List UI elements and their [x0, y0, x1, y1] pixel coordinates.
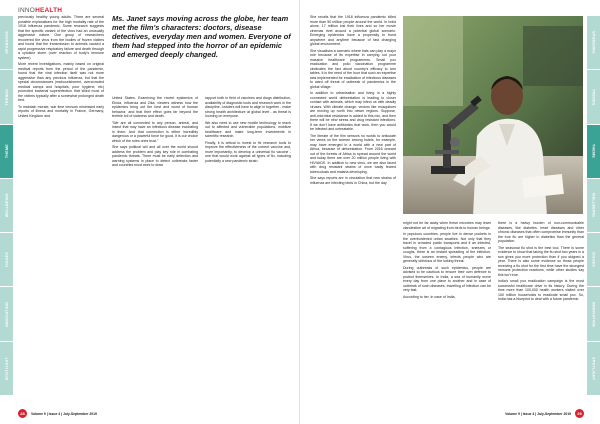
right-column-3 — [498, 221, 584, 304]
section-tab-wellbeing[interactable] — [0, 179, 13, 233]
section-tab-issues[interactable] — [0, 233, 13, 287]
paragraph: rapport both in field of vaccines and drugs distribution, availability of diagnostic tools and research work in the discipline. Leaders will have to align in together - make strong health architecture at global level - as threat is looming on everyone. — [205, 96, 291, 118]
paragraph: United States. Examining the recent epidemics of Ebola, Influenza and Zika, viewers witness how the epidemics bring out the best and worst of human behavior, and that their effect goes far beyond the terrible toll of sickness and death. — [112, 96, 198, 118]
doctor-microscope-photo — [403, 16, 583, 214]
section-tab-label: THEME — [4, 144, 9, 159]
left-column-3 — [205, 96, 291, 165]
right-footer — [505, 409, 584, 418]
paragraph: To maintain morale, war time censors minimised early reports of illness and mortality in France, Germany, United Kingdom and — [18, 104, 104, 118]
paragraph: The literate of the film sensors no words to articulate her views on the women among hotels, for example, may have emerged in a world with a new part of Africa, because of deforestation. From 2016 onward out of the forests of Africa to spread around the world and today there are over 20 million people living with HIV/AIDS. In addition to new virus, we are also faced with drug resistant strains of once badly feared tuberculosis and malaria developing. — [310, 133, 396, 174]
section-tab-label: TRENDS — [4, 88, 9, 106]
paragraph: More recent investigations, mainly based on original medical reports from the period of the pandemic, found that the viral infection itself was not more aggressive than any previous influenza, but that the special circumstances (malnourishment, overcrowded medical camps and hospitals, poor hygiene, etc) promoted bacterial superinfection that killed most of the victims typically after a somewhat prolonged death bed. — [18, 62, 104, 102]
paragraph: She says reports are in circulation that new strains of influenza are infecting birds in China, but the day — [310, 176, 396, 185]
brand-part-inno: INNO — [18, 7, 36, 14]
paragraph: The seasonal flu shot is the best tool. There is some evidence to show that taking the flu shot two years in a row gives you more protection than if you skipped a year. There is also some evidence so those people receiving a flu shot for the first time have the strongest immune protection reactions, while other studies say this isn't true. — [498, 245, 584, 277]
left-column-2 — [112, 96, 198, 170]
section-tab-label: ISSUES — [591, 252, 596, 268]
section-tab-trends[interactable] — [587, 70, 600, 124]
section-tab-label: THEME — [591, 144, 596, 159]
paragraph: During outbreaks of such epidemics, people are advised to be cautious to ensure their own defence to protect themselves. In India, a sea of humanity move every day from one place to another and in case of outbreak of such diseases, travelling of infection can be very fast. — [403, 265, 491, 292]
paragraph: "We are all connected to any person, animal, and insect that may have an infectious disease incubating in them. And that connection is either incredibly dangerous or a powerful force for good. It is our choice which of the roles ones trust." — [112, 120, 198, 143]
section-tab-theme[interactable] — [587, 125, 600, 179]
paragraph: there is a heavy burden of non-communicable diseases, like diabetes, heart diseases and other chronic diseases that often compromise immunity than the true flu are higher in diabetics than the general population. — [498, 221, 584, 243]
section-tab-innovation[interactable] — [0, 287, 13, 341]
paragraph: We also need to use new mobile technology to reach out to affected and vulnerable populations, mobilize healthcare and make long-term investments in scientific research. — [205, 120, 291, 138]
left-section-tabs — [0, 16, 13, 396]
right-column-1 — [310, 15, 396, 187]
pull-quote: Ms. Janet says moving across the globe, her team met the film's characters: doctors, disease detectives, everyday men and women. Everyone of them had stepped into the horror of an epidemic and emerged deeply changed. — [112, 14, 291, 59]
section-tab-label: ISSUES — [4, 252, 9, 268]
page-number-right: 29 — [575, 409, 584, 418]
paragraph: India's small pox eradication campaign is the most successful healthcare drive in its history. During the time more than 100,000 health workers visited over 100 million households to eradicate small pox. So, India has a blueprint to deal with a future pandemic. — [498, 279, 584, 301]
issue-info-right: Volume 9 | Issue 4 | July-September 2019 — [505, 411, 571, 416]
section-tab-label: TRENDS — [591, 88, 596, 106]
page-number-left: 28 — [18, 409, 27, 418]
paragraph: might not be far away when these microbes may learn clandestine art of migrating from birds to human beings. — [403, 221, 491, 230]
paragraph: She says political will and all over the world should address the problem and play key role in combating pandemic threats. There must be early detection and warning systems in place to detect outbreaks faster and countries must work to draw — [112, 145, 198, 167]
section-tab-spotlight[interactable] — [0, 342, 13, 396]
section-tab-sponsors[interactable] — [587, 16, 600, 70]
section-tab-label: SPOTLIGHT — [591, 356, 596, 380]
issue-info-left: Volume 9 | Issue 4 | July-September 2019 — [31, 411, 97, 416]
section-tab-trends[interactable] — [0, 70, 13, 124]
paragraph: She recalls that the 1918 influenza pandemic killed more than 50 million people around the world. In India alone, 17 million lost their lives and so her movie cinemas rivet around a potential global scenario. Emerging epidemics have a propensity to burst anywhere and anytime because of fast changing global environment. — [310, 15, 396, 46]
brand-logo — [18, 7, 62, 14]
section-tab-theme[interactable] — [0, 125, 13, 179]
paragraph: Finally, it is critical to invest to fix research tools to improve the effectiveness of the current vaccine and, more importantly, to develop a universal flu vaccine - one that would work against all types of flu, including potentially a new pandemic strain. — [205, 140, 291, 163]
section-tab-label: SPONSORS — [591, 31, 596, 55]
section-tab-innovation[interactable] — [587, 287, 600, 341]
section-tab-issues[interactable] — [587, 233, 600, 287]
paragraph: previously healthy young adults. There are several possible explanations for the high mortality rate of the 1918 influenza pandemic. Some research suggests that the specific variant of the virus had an unusually aggressive nature. One group of researchers recovered the virus from the bodies of frozen victims and found that the transmission to animals caused a rapid progressive respiratory failure and death through a cytokine storm (over reaction of body's immune system). — [18, 15, 104, 60]
section-tab-label: SPONSORS — [4, 31, 9, 55]
brand-part-health: HEALTH — [35, 7, 63, 14]
photo-illustration — [403, 16, 583, 214]
section-tab-sponsors[interactable] — [0, 16, 13, 70]
section-tab-label: SPOTLIGHT — [4, 356, 9, 380]
paragraph: In populous countries, people live in dense pockets in the overburdened urban swathes. Not only that they travel in crowded public transports and if an infected, suffering from a contagious infection, sneezes or coughs, there is an instant spreading of the infection. Virus, the unseen enemy, infects people who are generally oblivious of the lurking threat. — [403, 232, 491, 263]
paragraph: According to her, in case of India, — [403, 294, 456, 299]
right-section-tabs — [587, 16, 600, 396]
section-tab-label: WELLBEING — [591, 193, 596, 218]
left-column-1 — [18, 15, 104, 120]
paragraph: She visualises a scenario where bats can play a major role because of its expertise in carrying out your massive healthcare programmes. Small pox eradication and polio vaccination programme vindicates the fact about country's efficacy to turn tables. It is the need of the hour that such an expertise was implemented for eradication of infectious diseases to ward off threat of outbreak of pandemics in the global village. — [310, 48, 396, 89]
section-tab-label: WELLBEING — [4, 193, 9, 218]
section-tab-wellbeing[interactable] — [587, 179, 600, 233]
paragraph: In addition to urbanisation and living in a highly connected world deforestation is leading to closer contact with animals, which may infect us with deadly viruses. With climate change, vectors like mosquitoes are moving up north into newer regions. Suppose, anti-microbial resistance is added to this mix, and then there will be new stress and drug resistant infections. If we don't have antibiotics that work, then you would be infected and untreatable. — [310, 91, 396, 131]
section-tab-label: INNOVATION — [591, 301, 596, 327]
right-column-2 — [403, 221, 491, 301]
section-tab-spotlight[interactable] — [587, 342, 600, 396]
section-tab-label: INNOVATION — [4, 301, 9, 327]
left-footer — [18, 409, 97, 418]
